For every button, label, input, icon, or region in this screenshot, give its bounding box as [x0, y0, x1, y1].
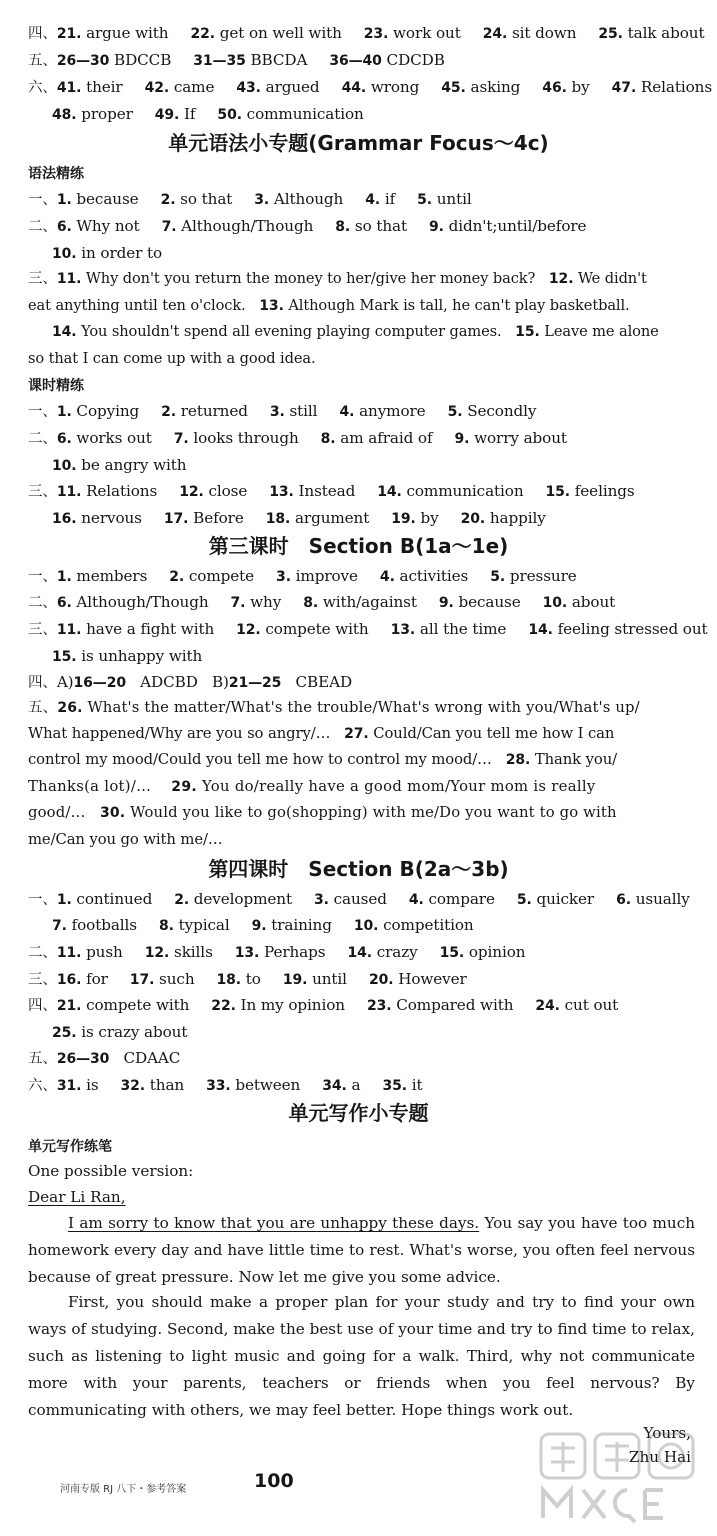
- lesson4-row-5: 五、26—30 CDAAC: [28, 1049, 181, 1067]
- grammar-title: 单元语法小专题(Grammar Focus～4c): [168, 131, 549, 155]
- writing-subtitle: 单元写作练笔: [28, 1139, 112, 1155]
- letter-greeting: Dear Li Ran,: [28, 1188, 126, 1206]
- practice-row-3: 三、11. Relations 12. close 13. Instead 14. communication 15. feelings: [28, 482, 635, 500]
- lesson4-row-3: 三、16. for 17. such 18. to 19. until 20. However: [28, 970, 467, 988]
- lesson4-row-2: 二、11. push 12. skills 13. Perhaps 14. crazy 15. opinion: [28, 943, 526, 961]
- practice-row-3-cont: 16. nervous 17. Before 18. argument 19. by 20. happily: [52, 509, 546, 527]
- answer-row-s6: 六、41. their 42. came 43. argued 44. wrong 45. asking 46. by 47. Relations: [28, 78, 713, 96]
- grammar-row-2: 二、6. Why not 7. Although/Though 8. so that 9. didn't;until/before: [28, 217, 587, 235]
- lesson3-row-3: 三、11. have a fight with 12. compete with 13. all the time 14. feeling stressed out: [28, 620, 708, 638]
- lesson4-title: 第四课时 Section B(2a～3b): [208, 857, 509, 881]
- lesson4-row-4: 四、21. compete with 22. In my opinion 23. Compared with 24. cut out: [28, 996, 619, 1014]
- grammar-row-2-cont: 10. in order to: [52, 244, 163, 262]
- lesson4-row-6: 六、31. is 32. than 33. between 34. a 35. it: [28, 1076, 423, 1094]
- answer-row-s6-cont: 48. proper 49. If 50. communication: [52, 105, 364, 123]
- lesson3-row-5-l4: Thanks(a lot)/… 29. You do/really have a good mom/Your mom is really: [28, 778, 596, 795]
- answer-row-s5: 五、26—30 BDCCB 31—35 BBCDA 36—40 CDCDB: [28, 51, 445, 69]
- practice-row-2: 二、6. works out 7. looks through 8. am afraid of 9. worry about: [28, 429, 567, 447]
- page-number: 100: [254, 1470, 294, 1492]
- lesson-practice-subtitle: 课时精练: [28, 378, 84, 394]
- lesson3-title: 第三课时 Section B(1a～1e): [208, 534, 509, 558]
- letter-paragraph-1: I am sorry to know that you are unhappy these days. You say you have too much homework every day and have little time to rest. What's worse, you often feel nervous because of great pressure. Now let me give you some advice.: [28, 1214, 695, 1286]
- writing-version-label: One possible version:: [28, 1162, 194, 1180]
- lesson3-row-2: 二、6. Although/Though 7. why 8. with/against 9. because 10. about: [28, 593, 616, 611]
- practice-row-2-cont: 10. be angry with: [52, 456, 187, 474]
- grammar-row-3-l4: so that I can come up with a good idea.: [28, 350, 316, 367]
- lesson3-row-5-l1: 五、26. What's the matter/What's the trouble/What's wrong with you/What's up/: [28, 699, 640, 716]
- lesson3-row-5-l3: control my mood/Could you tell me how to control my mood/… 28. Thank you/: [28, 751, 618, 768]
- letter-topic-sentence: I am sorry to know that you are unhappy these days.: [68, 1214, 480, 1232]
- lesson3-row-3-cont: 15. is unhappy with: [52, 647, 203, 665]
- lesson3-row-5-l5: good/… 30. Would you like to go(shopping) with me/Do you want to go with: [28, 804, 617, 821]
- letter-paragraph-2: First, you should make a proper plan for your study and try to find your own ways of studying. Second, make the best use of your time and try to find time to relax, such as listening to light music and going for a walk. Third, why not communicate more with your parents, teachers or friends when you feel nervous? By communicating with others, we may feel better. Hope things work out.: [28, 1293, 695, 1419]
- letter-closing: Yours,: [643, 1424, 691, 1442]
- lesson4-row-1: 一、1. continued 2. development 3. caused 4. compare 5. quicker 6. usually: [28, 890, 690, 908]
- grammar-row-3-l3: 14. You shouldn't spend all evening playing computer games. 15. Leave me alone: [52, 323, 659, 340]
- lesson3-row-4: 四、A)16—20 ADCBD B)21—25 CBEAD: [28, 673, 353, 691]
- grammar-row-1: 一、1. because 2. so that 3. Although 4. if 5. until: [28, 190, 472, 208]
- writing-title: 单元写作小专题: [288, 1101, 429, 1125]
- grammar-row-3-l1: 三、11. Why don't you return the money to her/give her money back? 12. We didn't: [28, 270, 647, 287]
- practice-row-1: 一、1. Copying 2. returned 3. still 4. anymore 5. Secondly: [28, 402, 537, 420]
- lesson3-row-1: 一、1. members 2. compete 3. improve 4. activities 5. pressure: [28, 567, 577, 585]
- grammar-subtitle: 语法精练: [28, 166, 84, 182]
- lesson3-row-5-l2: What happened/Why are you so angry/… 27. Could/Can you tell me how I can: [28, 725, 615, 742]
- grammar-row-3-l2: eat anything until ten o'clock. 13. Although Mark is tall, he can't play basketball.: [28, 297, 630, 314]
- answer-row-s4: 四、21. argue with 22. get on well with 23. work out 24. sit down 25. talk about: [28, 24, 705, 42]
- lesson4-row-4-cont: 25. is crazy about: [52, 1023, 188, 1041]
- edition-label: 河南专版 RJ 八下・参考答案: [60, 1484, 187, 1495]
- watermark-logo: [533, 1428, 703, 1528]
- letter-signature: Zhu Hai: [628, 1448, 691, 1466]
- lesson4-row-1-cont: 7. footballs 8. typical 9. training 10. competition: [52, 916, 474, 934]
- lesson3-row-5-l6: me/Can you go with me/…: [28, 831, 223, 848]
